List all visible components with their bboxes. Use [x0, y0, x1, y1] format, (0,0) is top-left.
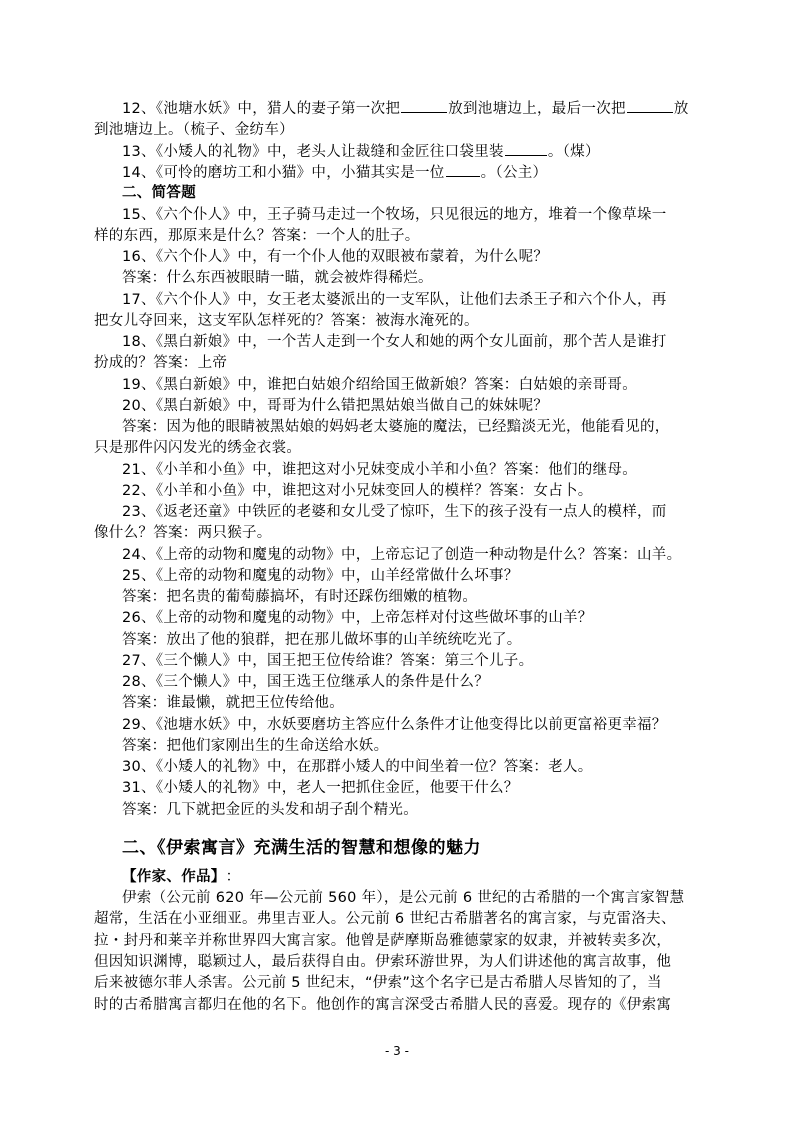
question-18-line-1: 18、《黑白新娘》中，一个苦人走到一个女人和她的两个女儿面前，那个苦人是谁打 — [122, 334, 667, 350]
question-15-line-2: 样的东西，那原来是什么？答案：一个人的肚子。 — [94, 228, 420, 244]
question-20: 20、《黑白新娘》中，哥哥为什么错把黑姑娘当做自己的妹妹呢？ — [122, 398, 549, 414]
answer-25: 答案：把名贵的葡萄藤搞坏，有时还踩伤细嫩的植物。 — [122, 589, 478, 605]
intro-paragraph-line-2: 超常，生活在小亚细亚。弗里吉亚人。公元前 6 世纪古希腊著名的寓言家，与克雷洛夫、 — [94, 911, 676, 927]
page-number: - 3 - — [385, 1044, 409, 1058]
question-19: 19、《黑白新娘》中，谁把白姑娘介绍给国王做新娘？答案：白姑娘的亲哥哥。 — [122, 377, 637, 393]
question-27: 27、《三个懒人》中，国王把王位传给谁？答案：第三个儿子。 — [122, 653, 534, 669]
question-17-line-1: 17、《六个仆人》中，女王老太婆派出的一支军队，让他们去杀王子和六个仆人，再 — [122, 292, 667, 308]
question-30: 30、《小矮人的礼物》中，在那群小矮人的中间坐着一位？答案：老人。 — [122, 759, 593, 775]
answer-29: 答案：把他们家刚出生的生命送给水妖。 — [122, 738, 389, 754]
question-22: 22、《小羊和小鱼》中，谁把这对小兄妹变回人的模样？答案：女占卜。 — [122, 483, 593, 499]
answer-20-line-1: 答案：因为他的眼睛被黑姑娘的妈妈老太婆施的魔法，已经黯淡无光，他能看见的， — [122, 419, 670, 435]
question-18-line-2: 扮成的？答案：上帝 — [94, 355, 228, 371]
question-14: 14、《可怜的磨坊工和小猫》中，小猫其实是一位 。（公主） — [0, 162, 794, 183]
author-works-heading: 【作家、作品】： — [122, 869, 241, 885]
question-31: 31、《小矮人的礼物》中，老人一把抓住金匠，他要干什么？ — [122, 780, 519, 796]
intro-paragraph-line-3: 拉・封丹和莱辛并称世界四大寓言家。他曾是萨摩斯岛雅德蒙家的奴隶，并被转卖多次， — [94, 933, 672, 949]
intro-paragraph-line-4: 但因知识渊博，聪颖过人，最后获得自由。伊索环游世界，为人们讲述他的寓言故事，他 — [94, 954, 672, 970]
section-title-aesop: 二、《伊索寓言》充满生活的智慧和想像的魅力 — [122, 838, 481, 858]
answer-28: 答案：谁最懒，就把王位传给他。 — [122, 695, 344, 711]
intro-paragraph-line-5: 后来被德尔菲人杀害。公元前 5 世纪末，“伊索”这个名字已是古希腊人尽皆知的了，当 — [94, 975, 662, 991]
question-16: 16、《六个仆人》中，有一个仆人他的双眼被布蒙着，为什么呢？ — [122, 249, 549, 265]
question-26: 26、《上帝的动物和魔鬼的动物》中，上帝怎样对付这些做坏事的山羊？ — [122, 610, 593, 626]
question-23-line-2: 像什么？答案：两只猴子。 — [94, 525, 272, 541]
question-29: 29、《池塘水妖》中，水妖要磨坊主答应什么条件才让他变得比以前更富裕更幸福？ — [122, 717, 667, 733]
question-28: 28、《三个懒人》中，国王选王位继承人的条件是什么？ — [122, 674, 489, 690]
answer-blank — [401, 98, 447, 113]
question-13: 13、《小矮人的礼物》中，老头人让裁缝和金匠往口袋里装 。（煤） — [0, 141, 794, 162]
answer-blank — [505, 141, 547, 156]
answer-20-line-2: 只是那件闪闪发光的绣金衣裳。 — [94, 440, 302, 456]
intro-paragraph-line-1: 伊索（公元前 620 年—公元前 560 年），是公元前 6 世纪的古希腊的一个寓言家智慧 — [122, 890, 685, 906]
question-24: 24、《上帝的动物和魔鬼的动物》中，上帝忘记了创造一种动物是什么？答案：山羊。 — [122, 547, 682, 563]
question-25: 25、《上帝的动物和魔鬼的动物》中，山羊经常做什么坏事？ — [122, 568, 519, 584]
question-17-line-2: 把女儿夺回来，这支军队怎样死的？答案：被海水淹死的。 — [94, 313, 479, 329]
section-heading-short-answer: 二、简答题 — [122, 185, 196, 201]
intro-paragraph-line-6: 时的古希腊寓言都归在他的名下。他创作的寓言深受古希腊人民的喜爱。现存的《伊索寓 — [94, 997, 672, 1013]
answer-blank — [446, 162, 480, 177]
answer-16: 答案：什么东西被眼睛一瞄，就会被炸得稀烂。 — [122, 270, 433, 286]
question-12-line-1: 12、《池塘水妖》中，猎人的妻子第一次把 放到池塘边上，最后一次把 放 — [0, 98, 794, 119]
answer-blank — [627, 98, 673, 113]
question-15-line-1: 15、《六个仆人》中，王子骑马走过一个牧场，只见很远的地方，堆着一个像草垛一 — [122, 207, 667, 223]
answer-31: 答案：几下就把金匠的头发和胡子刮个精光。 — [122, 802, 418, 818]
question-21: 21、《小羊和小鱼》中，谁把这对小兄妹变成小羊和小鱼？答案：他们的继母。 — [122, 462, 637, 478]
answer-26: 答案：放出了他的狼群，把在那儿做坏事的山羊统统吃光了。 — [122, 632, 522, 648]
question-23-line-1: 23、《返老还童》中铁匠的老婆和女儿受了惊吓，生下的孩子没有一点人的模样，而 — [122, 504, 667, 520]
question-12-line-2: 到池塘边上。（梳子、金纺车） — [94, 122, 294, 138]
